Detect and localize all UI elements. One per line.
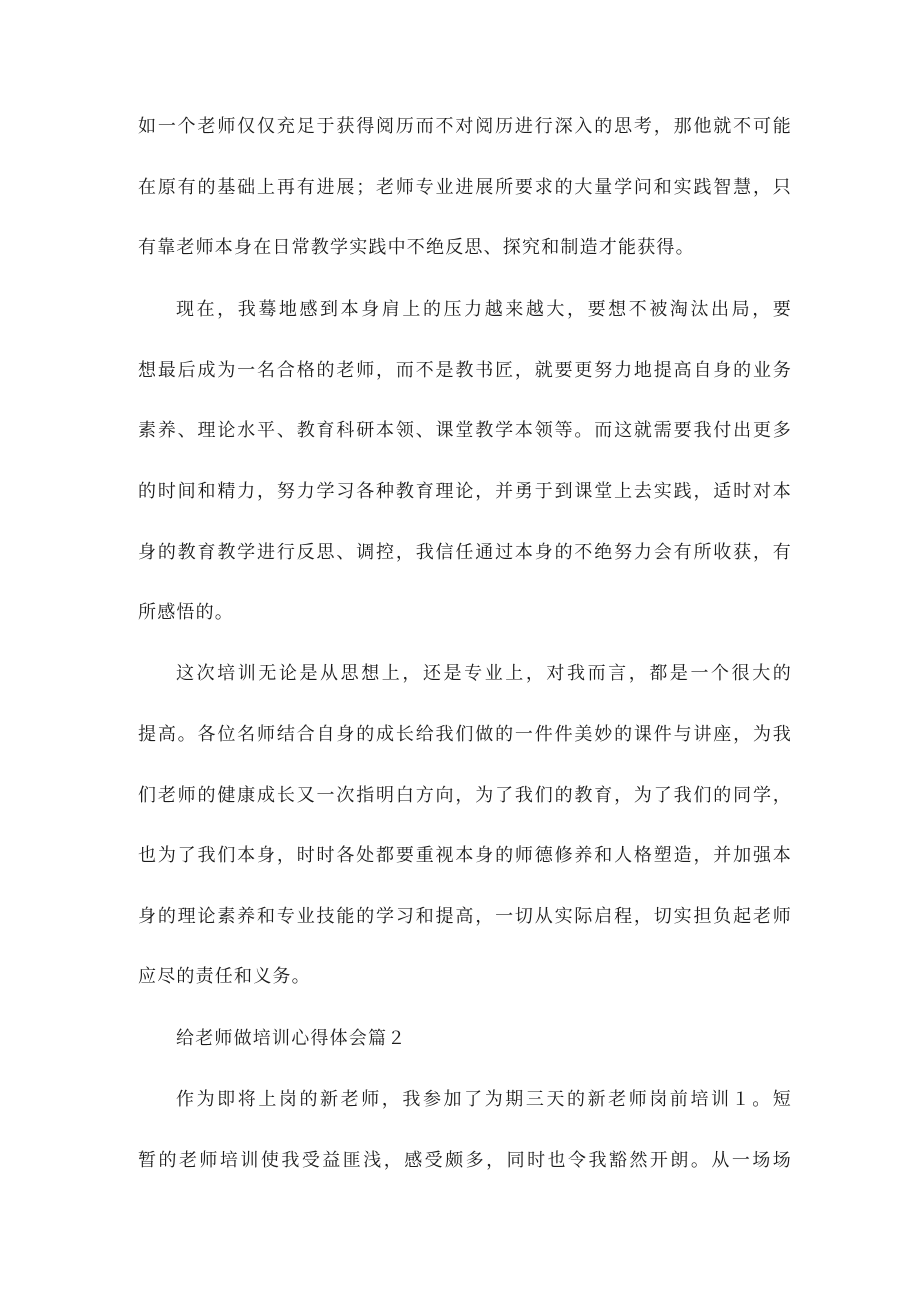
paragraph-3-line-3: 们老师的健康成长又一次指明白方向，为了我们的教育，为了我们的同学， [138, 785, 792, 806]
paragraph-1-line-1: 如一个老师仅仅充足于获得阅历而不对阅历进行深入的思考，那他就不可能 [138, 116, 792, 137]
paragraph-2-line-1: 现在，我蓦地感到本身肩上的压力越来越大，要想不被淘汰出局，要 [176, 299, 792, 320]
paragraph-3-line-4: 也为了我们本身，时时各处都要重视本身的师德修养和人格塑造，并加强本 [138, 845, 792, 866]
paragraph-4-line-1: 作为即将上岗的新老师，我参加了为期三天的新老师岗前培训１。短 [176, 1089, 792, 1110]
paragraph-1-line-2: 在原有的基础上再有进展；老师专业进展所要求的大量学问和实践智慧，只 [138, 177, 792, 198]
paragraph-2-line-6: 所感悟的。 [138, 602, 234, 623]
paragraph-1-line-3: 有靠老师本身在日常教学实践中不绝反思、探究和制造才能获得。 [138, 237, 695, 258]
paragraph-3-line-2: 提高。各位名师结合自身的成长给我们做的一件件美妙的课件与讲座，为我 [138, 724, 792, 745]
paragraph-2-line-3: 素养、理论水平、教育科研本领、课堂教学本领等。而这就需要我付出更多 [138, 420, 792, 441]
paragraph-3-line-6: 应尽的责任和义务。 [138, 966, 311, 987]
paragraph-2-line-5: 身的教育教学进行反思、调控，我信任通过本身的不绝努力会有所收获，有 [138, 542, 792, 563]
paragraph-4-line-2: 暂的老师培训使我受益匪浅，感受颇多，同时也令我豁然开朗。从一场场 [138, 1150, 792, 1171]
paragraph-2-line-4: 的时间和精力，努力学习各种教育理论，并勇于到课堂上去实践，适时对本 [138, 481, 792, 502]
section-heading: 给老师做培训心得体会篇２ [176, 1028, 407, 1049]
paragraph-2-line-2: 想最后成为一名合格的老师，而不是教书匠，就要更努力地提高自身的业务 [138, 360, 792, 381]
paragraph-3-line-5: 身的理论素养和专业技能的学习和提高，一切从实际启程，切实担负起老师 [138, 906, 792, 927]
paragraph-3-line-1: 这次培训无论是从思想上，还是专业上，对我而言，都是一个很大的 [176, 663, 792, 684]
